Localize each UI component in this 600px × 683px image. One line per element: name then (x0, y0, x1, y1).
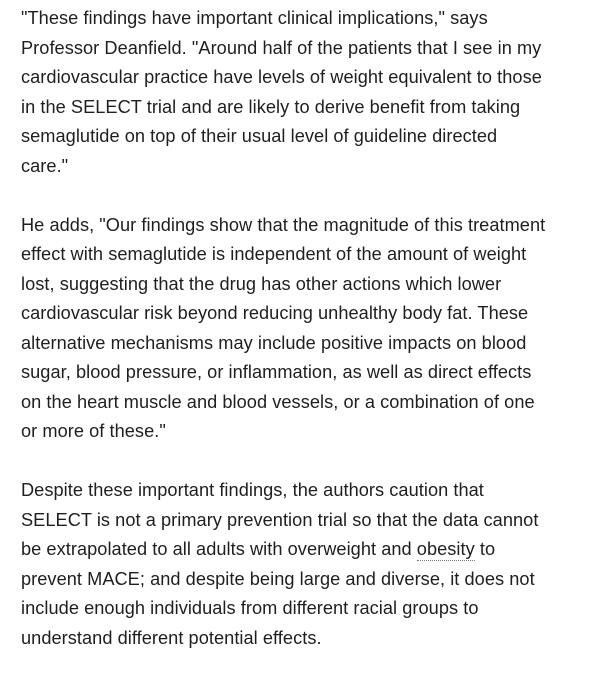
paragraph-quote-clinical-implications (21, 4, 593, 181)
paragraph-line: on the heart muscle and blood vessels, or a combination of one (21, 391, 535, 412)
obesity-glossary-link[interactable]: obesity (416, 539, 475, 559)
paragraph-line: understand different potential effects. (21, 627, 322, 648)
line-text-before-link: be extrapolated to all adults with overweight and (21, 539, 417, 559)
paragraph-line: cardiovascular practice have levels of weight equivalent to those (21, 67, 542, 87)
paragraph-line: effect with semaglutide is independent of the amount of weight (21, 244, 527, 264)
paragraph-caution (21, 476, 593, 653)
paragraph-line: lost, suggesting that the drug has other actions which lower (21, 273, 502, 294)
paragraph-line-with-link (21, 535, 593, 565)
paragraph-line: sugar, blood pressure, or inflammation, as well as direct effects (21, 362, 532, 382)
paragraph-line: Professor Deanfield. "Around half of the patients that I see in my (21, 37, 542, 58)
paragraph-line: prevent MACE; and despite being large and diverse, it does not (21, 568, 535, 589)
paragraph-line: in the SELECT trial and are likely to derive benefit from taking (21, 96, 521, 117)
paragraph-line: cardiovascular risk beyond reducing unhealthy body fat. These (21, 303, 529, 323)
paragraph-line: or more of these." (21, 421, 166, 441)
paragraph-line: Despite these important findings, the authors caution that (21, 480, 484, 500)
paragraph-line: include enough individuals from different racial groups to (21, 598, 479, 618)
article-body (21, 4, 593, 683)
paragraph-line: semaglutide on top of their usual level of guideline directed (21, 126, 498, 146)
paragraph-line: care." (21, 155, 69, 176)
paragraph-line: "These findings have important clinical implications," says (21, 8, 488, 28)
paragraph-line: alternative mechanisms may include positive impacts on blood (21, 332, 527, 353)
paragraph-line: He adds, "Our findings show that the magnitude of this treatment (21, 214, 546, 235)
paragraph-quote-treatment-effect (21, 211, 593, 447)
paragraph-line: SELECT is not a primary prevention trial so that the data cannot (21, 509, 539, 530)
line-text-after-link: to (474, 539, 496, 559)
